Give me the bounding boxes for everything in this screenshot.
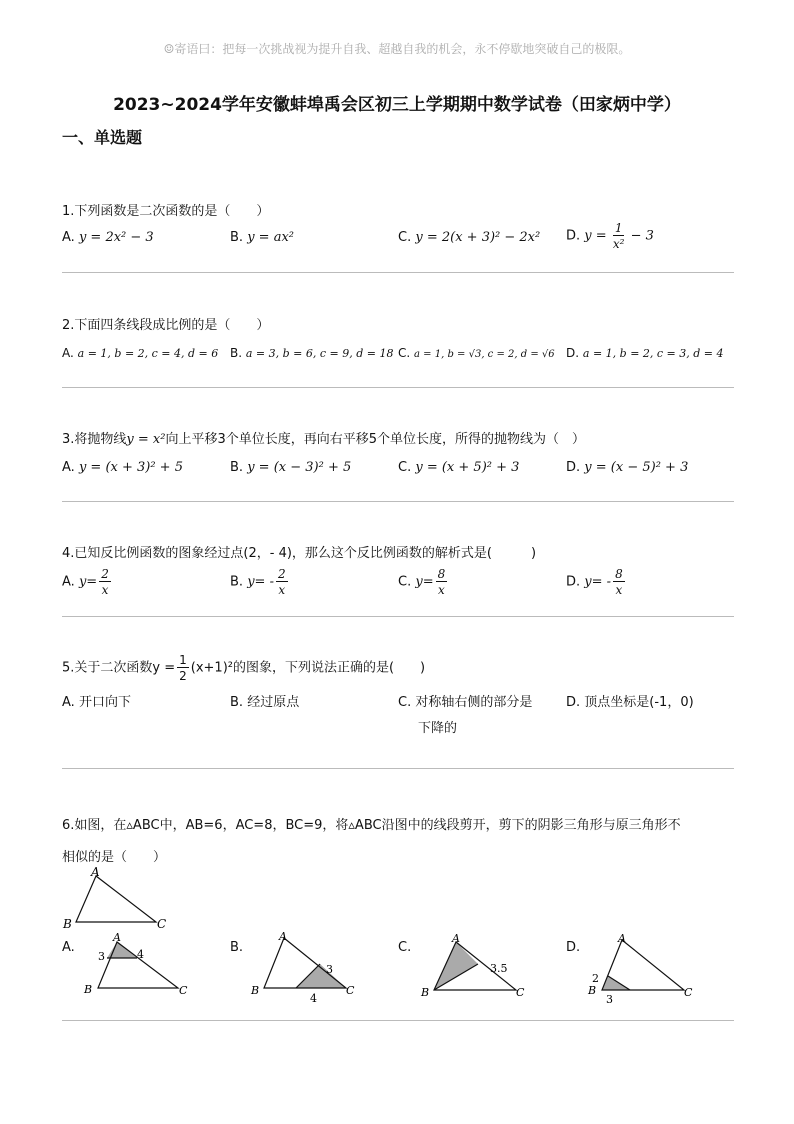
- option-c[interactable]: [398, 568, 449, 596]
- option-text: y = (x − 5)² + 3: [584, 460, 689, 475]
- option-label: B.: [230, 230, 244, 245]
- option-label: C.: [398, 346, 411, 360]
- option-label: D.: [566, 460, 581, 475]
- length-mark: 3.5: [490, 962, 508, 975]
- separator: [62, 387, 734, 388]
- option-text: y= -: [584, 574, 612, 590]
- option-label: D.: [566, 228, 581, 244]
- option-d[interactable]: [566, 346, 724, 360]
- numerator: 2: [277, 567, 286, 581]
- option-label: D.: [566, 574, 581, 590]
- stem-text: 5.关于二次函数y =: [62, 660, 176, 676]
- option-label: B.: [230, 940, 244, 955]
- length-mark: 3: [326, 963, 333, 976]
- numerator: 8: [615, 567, 623, 581]
- option-b[interactable]: [230, 690, 299, 716]
- stem-line: 相似的是（ ）: [62, 850, 167, 865]
- triangle-abc: [76, 876, 156, 922]
- vertex-b-label: B: [84, 983, 93, 996]
- question-5: [62, 654, 734, 750]
- vertex-c-label: C: [179, 984, 188, 997]
- stem-text: 3.将抛物线: [62, 432, 127, 447]
- option-c[interactable]: [398, 460, 519, 475]
- vertex-c-label: C: [516, 986, 525, 999]
- length-mark: 3: [606, 993, 613, 1004]
- length-mark: 3: [98, 950, 105, 963]
- vertex-c-label: C: [684, 986, 693, 999]
- option-a-figure: [80, 928, 190, 1000]
- question-1-stem: 1.下列函数是二次函数的是（ ）: [62, 204, 270, 219]
- vertex-a-label: A: [279, 930, 287, 943]
- stem-text: 向上平移3个单位长度，再向右平移5个单位长度，所得的抛物线为（ ）: [165, 432, 585, 447]
- option-a[interactable]: [62, 346, 218, 360]
- vertex-b-label: B: [63, 917, 72, 931]
- option-text: a = 1, b = √3, c = 2, d = √6: [414, 349, 555, 360]
- vertex-b-label: B: [251, 984, 260, 997]
- option-d[interactable]: [566, 460, 688, 475]
- numerator: 1: [614, 221, 623, 235]
- stem-line: 6.如图，在▵ABC中，AB=6，AC=8，BC=9，将▵ABC沿图中的线段剪开，剪下的阴影三角形与原三角形不: [62, 818, 681, 833]
- denominator: 2: [179, 669, 187, 683]
- option-label: C.: [398, 460, 412, 475]
- option-text: y = ax²: [247, 230, 294, 245]
- option-text: y = 2x² − 3: [78, 230, 154, 245]
- option-d[interactable]: [566, 940, 580, 955]
- denominator: x²: [612, 237, 625, 251]
- option-a[interactable]: [62, 940, 75, 955]
- question-3-options: [62, 460, 734, 494]
- option-text: y=: [415, 574, 434, 590]
- option-c[interactable]: [398, 940, 411, 955]
- option-d[interactable]: [566, 222, 654, 250]
- option-label: A.: [62, 346, 74, 360]
- option-label: A.: [62, 695, 75, 710]
- option-d[interactable]: [566, 568, 627, 596]
- option-text: y = (x − 3)² + 5: [247, 460, 352, 475]
- option-a[interactable]: [62, 230, 154, 245]
- option-b[interactable]: [230, 230, 294, 245]
- option-label: B.: [230, 346, 243, 360]
- option-c[interactable]: [398, 230, 540, 245]
- fraction: [613, 568, 625, 596]
- option-text: a = 3, b = 6, c = 9, d = 18: [245, 347, 394, 360]
- separator: [62, 616, 734, 617]
- vertex-c-label: C: [157, 917, 167, 931]
- option-a[interactable]: [62, 568, 113, 596]
- question-4-options: [62, 568, 734, 614]
- option-label: B.: [230, 574, 244, 590]
- option-label: C.: [398, 230, 412, 245]
- option-text: y = (x + 3)² + 5: [78, 460, 183, 475]
- question-2-stem: 2.下面四条线段成比例的是（ ）: [62, 318, 270, 333]
- option-label: A.: [62, 460, 75, 475]
- fraction: [613, 222, 625, 250]
- fraction: [276, 568, 288, 596]
- triangle-abc-figure: [60, 866, 180, 936]
- option-text-cont: 下降的: [418, 721, 458, 736]
- vertex-b-label: B: [588, 984, 597, 997]
- section-heading: 一、单选题: [62, 128, 143, 147]
- shaded-triangle: [434, 942, 478, 990]
- option-text: y= -: [247, 574, 274, 590]
- separator: [62, 501, 734, 502]
- option-a[interactable]: [62, 690, 131, 716]
- separator: [62, 768, 734, 769]
- option-text: 对称轴右侧的部分是: [415, 695, 533, 710]
- option-text: y=: [78, 574, 98, 590]
- option-label: D.: [566, 940, 581, 955]
- question-5-options: [62, 690, 734, 750]
- stem-text: (x+1)²的图象，下列说法正确的是( ): [190, 660, 426, 676]
- denominator: x: [101, 583, 109, 597]
- option-text: 经过原点: [247, 695, 300, 710]
- option-a[interactable]: [62, 460, 183, 475]
- numerator: 8: [437, 567, 446, 581]
- denominator: x: [438, 583, 445, 597]
- question-2-options: [62, 346, 734, 380]
- separator: [62, 272, 734, 273]
- question-2: [62, 316, 734, 380]
- vertex-a-label: A: [113, 931, 121, 944]
- question-6: [62, 810, 734, 874]
- question-3: [62, 430, 734, 494]
- motto: ☺寄语曰：把每一次挑战视为提升自我、超越自我的机会，永不停歇地突破自己的极限。: [163, 42, 631, 56]
- fraction: [436, 568, 448, 596]
- question-4-stem: 4.已知反比例函数的图象经过点(2，- 4)，那么这个反比例函数的解析式是( ): [62, 546, 537, 561]
- stem-math: y = x²: [126, 432, 166, 447]
- vertex-c-label: C: [346, 984, 355, 997]
- length-mark: 4: [137, 948, 144, 961]
- exam-title: 2023~2024学年安徽蚌埠禹会区初三上学期期中数学试卷（田家炳中学）: [113, 95, 681, 115]
- option-b[interactable]: [230, 460, 351, 475]
- vertex-b-label: B: [421, 986, 430, 999]
- option-b-figure: [246, 928, 366, 1004]
- denominator: x: [278, 583, 286, 597]
- length-mark: 2: [592, 972, 599, 985]
- option-label: C.: [398, 695, 412, 710]
- option-c[interactable]: [398, 346, 555, 360]
- length-mark: 4: [310, 992, 317, 1004]
- option-b[interactable]: [230, 940, 243, 955]
- question-5-stem: [62, 654, 734, 682]
- option-label: B.: [230, 695, 244, 710]
- option-label: A.: [62, 230, 75, 245]
- separator: [62, 1020, 734, 1021]
- vertex-a-label: A: [618, 932, 626, 945]
- option-text: y =: [584, 228, 607, 244]
- fraction: [177, 654, 189, 682]
- option-c-figure: [416, 928, 536, 1004]
- numerator: 2: [101, 567, 109, 581]
- vertex-a-label: A: [452, 932, 460, 945]
- question-1-options: [62, 221, 734, 264]
- question-4: [62, 544, 734, 614]
- question-6-stem: [62, 810, 734, 874]
- option-label: D.: [566, 346, 580, 360]
- option-label: A.: [62, 574, 75, 590]
- option-text: 顶点坐标是(-1，0): [584, 695, 694, 710]
- fraction: [99, 568, 111, 596]
- option-c[interactable]: [398, 690, 532, 742]
- option-d-figure: [584, 928, 704, 1004]
- question-3-stem: [62, 430, 734, 450]
- option-text: a = 1, b = 2, c = 3, d = 4: [582, 347, 724, 360]
- option-label: C.: [398, 940, 412, 955]
- option-label: C.: [398, 574, 412, 590]
- vertex-a-label: A: [91, 866, 100, 879]
- option-label: B.: [230, 460, 244, 475]
- option-label: A.: [62, 940, 75, 955]
- option-text: y = 2(x + 3)² − 2x²: [415, 230, 541, 245]
- option-text: y = (x + 5)² + 3: [415, 460, 520, 475]
- option-text: − 3: [630, 228, 654, 244]
- option-label: D.: [566, 695, 581, 710]
- option-b[interactable]: [230, 568, 290, 596]
- option-d[interactable]: [566, 690, 694, 716]
- option-text: 开口向下: [78, 695, 131, 710]
- option-text: a = 1, b = 2, c = 4, d = 6: [77, 347, 219, 360]
- denominator: x: [615, 583, 623, 597]
- question-1: [62, 202, 734, 264]
- option-b[interactable]: [230, 346, 394, 360]
- numerator: 1: [179, 653, 187, 667]
